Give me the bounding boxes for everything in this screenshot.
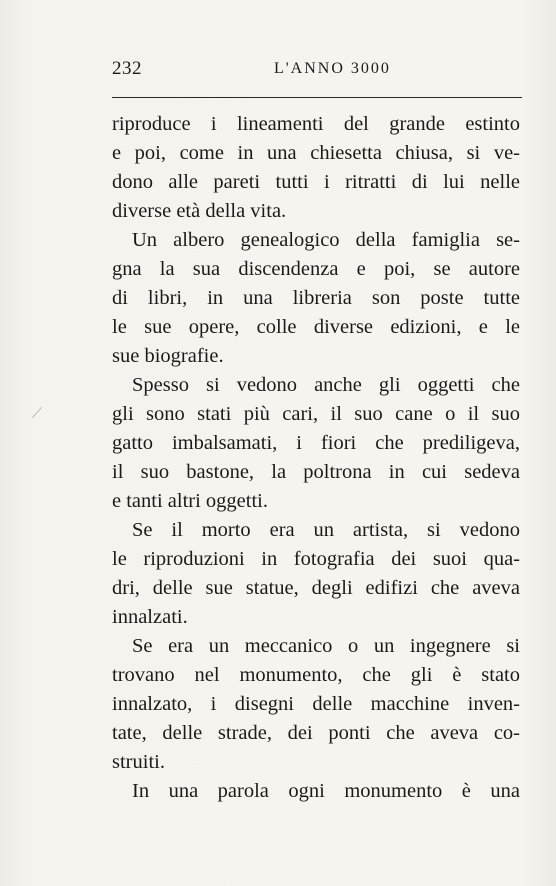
text-line: innalzati. [112, 606, 188, 628]
paragraph-4 [112, 516, 520, 632]
text-line: le riproduzioni in fotografia dei suoi qua- [112, 548, 520, 570]
body-text [112, 110, 520, 806]
paragraph-6 [112, 777, 520, 806]
text-line: le sue opere, colle diverse edizioni, e le [112, 316, 520, 338]
text-line: di libri, in una libreria son poste tutte [112, 287, 520, 309]
text-line: il suo bastone, la poltrona in cui sedeva [112, 461, 520, 483]
text-line: gna la sua discendenza e poi, se autore [112, 258, 520, 280]
running-head [112, 58, 522, 84]
text-line: dono alle pareti tutti i ritratti di lui nelle [112, 171, 520, 193]
text-line: riproduce i lineamenti del grande estinto [112, 113, 520, 135]
text-line: Spesso si vedono anche gli oggetti che [132, 374, 520, 396]
text-line: e tanti altri oggetti. [112, 490, 268, 512]
text-line: Se il morto era un artista, si vedono [132, 519, 520, 541]
page-number: 232 [112, 58, 142, 79]
text-line: struiti. [112, 751, 165, 773]
header-rule [112, 97, 522, 98]
text-line: innalzato, i disegni delle macchine inven- [112, 693, 520, 715]
paragraph-2 [112, 226, 520, 371]
text-line: In una parola ogni monumento è una [132, 780, 520, 802]
text-line: tate, delle strade, dei ponti che aveva co- [112, 722, 520, 744]
running-title: L'ANNO 3000 [274, 60, 391, 77]
text-line: sue biografie. [112, 345, 224, 367]
text-line: Se era un meccanico o un ingegnere si [132, 635, 520, 657]
paragraph-1 [112, 110, 520, 226]
text-line: gatto imbalsamati, i fiori che prediligeva, [112, 432, 520, 454]
margin-mark [32, 407, 42, 418]
text-line: diverse età della vita. [112, 200, 287, 222]
text-line: trovano nel monumento, che gli è stato [112, 664, 520, 686]
text-line: Un albero genealogico della famiglia se- [132, 229, 520, 251]
paragraph-5 [112, 632, 520, 777]
text-line: e poi, come in una chiesetta chiusa, si ve- [112, 142, 520, 164]
text-line: dri, delle sue statue, degli edifizi che aveva [112, 577, 520, 599]
text-line: gli sono stati più cari, il suo cane o il suo [112, 403, 520, 425]
paragraph-3 [112, 371, 520, 516]
